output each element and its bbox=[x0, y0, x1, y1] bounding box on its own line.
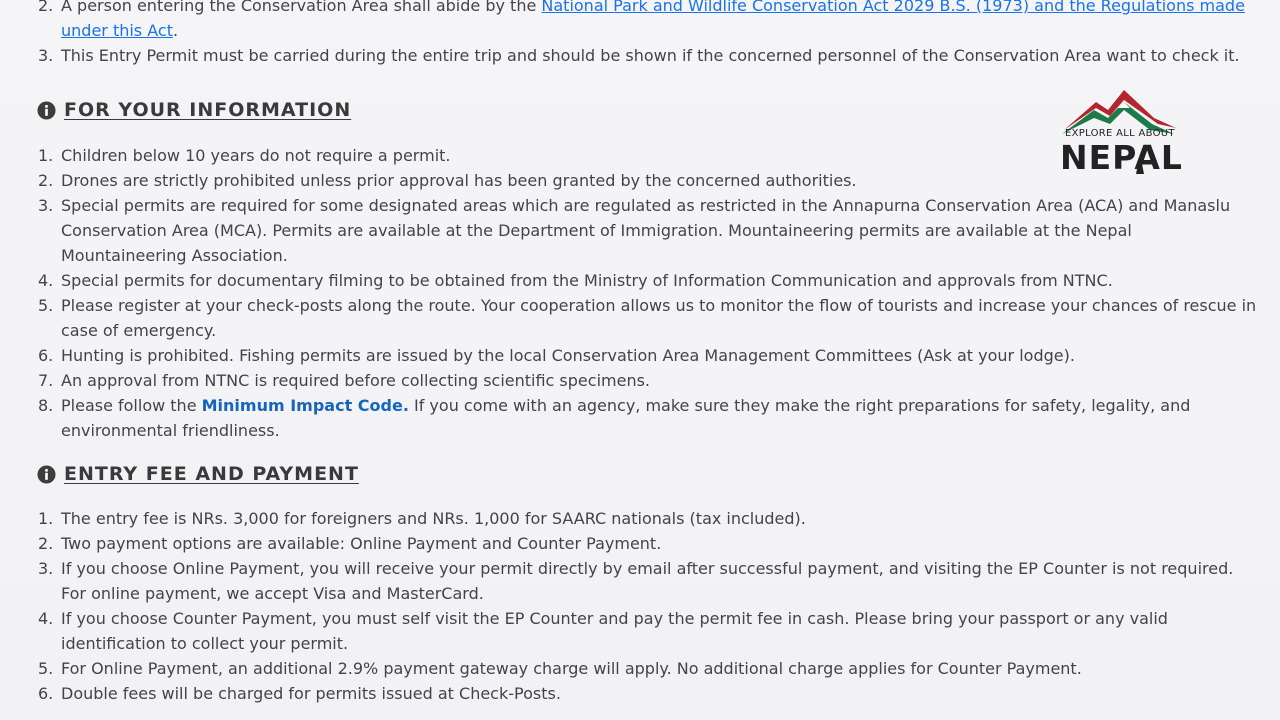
list-text: Drones are strictly prohibited unless prior approval has been granted by the concerned authorities. bbox=[61, 171, 857, 190]
list-number: 1. bbox=[38, 509, 54, 528]
list-number: 3. bbox=[38, 559, 54, 578]
list-number: 2. bbox=[38, 171, 54, 190]
list-text: The entry fee is NRs. 3,000 for foreigners and NRs. 1,000 for SAARC nationals (tax included). bbox=[61, 509, 806, 528]
list-text: Two payment options are available: Online Payment and Counter Payment. bbox=[61, 534, 662, 553]
list-text: Please register at your check-posts along the route. Your cooperation allows us to monitor the flow of tourists and increase your chances of rescue in case of emergency. bbox=[61, 296, 1257, 340]
list-number: 3. bbox=[38, 196, 54, 215]
section-heading-info bbox=[37, 97, 351, 123]
permit-rules-list bbox=[0, 0, 1280, 68]
list-item bbox=[0, 268, 1280, 293]
list-text: This Entry Permit must be carried during the entire trip and should be shown if the concerned personnel of the Conservation Area want to check it. bbox=[61, 46, 1240, 65]
section-title: ENTRY FEE AND PAYMENT bbox=[64, 463, 359, 485]
list-text: A person entering the Conservation Area shall abide by the bbox=[61, 0, 542, 15]
list-text: Please follow the bbox=[61, 396, 202, 415]
explore-nepal-logo bbox=[1058, 88, 1182, 188]
entry-fee-list bbox=[0, 506, 1280, 706]
list-text: An approval from NTNC is required before collecting scientific specimens. bbox=[61, 371, 650, 390]
list-item bbox=[0, 0, 1280, 43]
list-number: 6. bbox=[38, 346, 54, 365]
list-text-end: . bbox=[172, 21, 179, 40]
list-number: 4. bbox=[38, 609, 54, 628]
list-item bbox=[0, 393, 1280, 443]
list-item bbox=[0, 681, 1280, 706]
list-text: Hunting is prohibited. Fishing permits are issued by the local Conservation Area Management Committees (Ask at your lodge). bbox=[61, 346, 1075, 365]
list-item bbox=[0, 656, 1280, 681]
list-item bbox=[0, 293, 1280, 343]
list-item bbox=[0, 43, 1280, 68]
list-number: 1. bbox=[38, 146, 54, 165]
list-item bbox=[0, 506, 1280, 531]
list-number: 2. bbox=[38, 0, 54, 15]
info-circle-icon bbox=[37, 101, 56, 120]
info-list bbox=[0, 143, 1280, 443]
list-text: Special permits for documentary filming to be obtained from the Ministry of Information Communication and approvals from NTNC. bbox=[61, 271, 1113, 290]
list-number: 4. bbox=[38, 271, 54, 290]
list-number: 7. bbox=[38, 371, 54, 390]
minimum-impact-code-link[interactable]: Minimum Impact Code. bbox=[201, 396, 409, 415]
section-title: FOR YOUR INFORMATION bbox=[64, 99, 352, 121]
list-item bbox=[0, 556, 1280, 606]
list-text: Special permits are required for some designated areas which are regulated as restricted in the Annapurna Conservation Area (ACA) and Manaslu Conservation Area (MCA). Permits are available at the Department of Immigration. Mountaineering permits are available at the Nepal Mountaineering Association. bbox=[61, 196, 1231, 265]
logo-tagline: EXPLORE ALL ABOUT bbox=[1065, 128, 1175, 139]
section-heading-entry-fee bbox=[37, 461, 359, 487]
list-item bbox=[0, 193, 1280, 268]
list-number: 6. bbox=[38, 684, 54, 703]
list-item bbox=[0, 606, 1280, 656]
logo-name: NEPAL bbox=[1060, 138, 1183, 177]
list-item bbox=[0, 343, 1280, 368]
list-text-end: If you come with an agency, make sure they make the right preparations for safety, legality, and environmental friendliness. bbox=[61, 396, 1191, 440]
list-text: Children below 10 years do not require a permit. bbox=[61, 146, 451, 165]
info-circle-icon bbox=[37, 465, 56, 484]
list-number: 8. bbox=[38, 396, 54, 415]
list-item bbox=[0, 368, 1280, 393]
list-text: If you choose Online Payment, you will receive your permit directly by email after successful payment, and visiting the EP Counter is not required. For online payment, we accept Visa and MasterCard. bbox=[61, 559, 1234, 603]
list-text: Double fees will be charged for permits issued at Check-Posts. bbox=[61, 684, 561, 703]
conservation-act-link[interactable]: National Park and Wildlife Conservation Act 2029 B.S. (1973) and the Regulations made under this Act bbox=[61, 0, 1245, 40]
list-number: 5. bbox=[38, 296, 54, 315]
list-text: If you choose Counter Payment, you must self visit the EP Counter and pay the permit fee in cash. Please bring your passport or any valid identification to collect your permit. bbox=[61, 609, 1168, 653]
list-number: 3. bbox=[38, 46, 54, 65]
list-number: 5. bbox=[38, 659, 54, 678]
list-text: For Online Payment, an additional 2.9% payment gateway charge will apply. No additional charge applies for Counter Payment. bbox=[61, 659, 1082, 678]
list-number: 2. bbox=[38, 534, 54, 553]
list-item bbox=[0, 531, 1280, 556]
